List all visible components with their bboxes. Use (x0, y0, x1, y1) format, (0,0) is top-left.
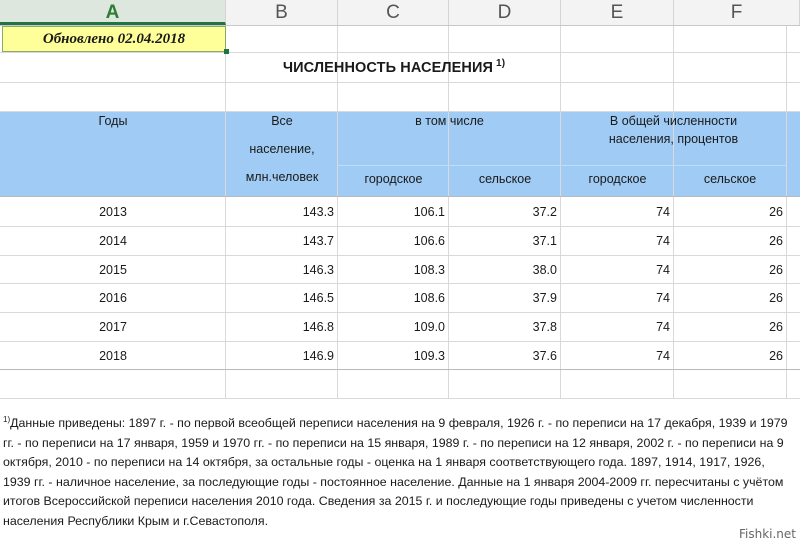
header-total-line2: население, (249, 142, 315, 156)
cell-total[interactable]: 146.5 (302, 291, 334, 305)
cell-rural[interactable]: 37.6 (532, 349, 557, 363)
cell-year[interactable]: 2015 (99, 263, 127, 277)
header-share-line1: В общей численности (609, 114, 738, 128)
title-text: ЧИСЛЕННОСТЬ НАСЕЛЕНИЯ (282, 59, 494, 76)
watermark: Fishki.net (738, 527, 796, 541)
page-title (226, 58, 562, 76)
cell-rural-pct[interactable]: 26 (769, 263, 783, 277)
footnote-text: Данные приведены: 1897 г. - по первой всеобщей переписи населения на 9 февраля, 1926 г. - по переписи на 17 декабря, 1939 и 1979 гг. - по переписи на 17 января, 1959 и 1970 гг. - по переписи на 15 января, 1989 г. - по переписи на 12 января, 2002 г. - по переписи на 9 октября, 2010 - по переписи на 14 октября, за остальные годы - оценка на 1 января соответствующего года. 1897, 1914, 1917, 1926, 1939 гг. - наличное население, за последующие годы - постоянное население. Данные на 1 января 2004-2009 гг. пересчитаны с учётом итогов Всероссийской переписи населения 2010 года. Сведения за 2015 г. и последующие годы приведены с учетом численности населения Республики Крым и г.Севастополя. (3, 416, 788, 528)
column-header-c[interactable]: C (338, 0, 449, 25)
cell-urban[interactable]: 109.3 (413, 349, 445, 363)
cell-total[interactable]: 143.3 (302, 205, 334, 219)
header-rural: сельское (478, 172, 532, 186)
column-header-f[interactable]: F (674, 0, 800, 25)
cell-rural-pct[interactable]: 26 (769, 205, 783, 219)
grid-line (0, 82, 800, 83)
column-header-bar (0, 0, 800, 26)
header-share-line2: населения, процентов (608, 132, 739, 146)
header-total-line1: Все (271, 114, 293, 128)
column-header-d[interactable]: D (449, 0, 561, 25)
cell-year[interactable]: 2018 (99, 349, 127, 363)
footnote-mark: 1) (3, 415, 11, 424)
cell-rural[interactable]: 38.0 (532, 263, 557, 277)
cell-urban[interactable]: 106.6 (413, 234, 445, 248)
cell-urban-pct[interactable]: 74 (656, 291, 670, 305)
cell-year[interactable]: 2013 (99, 205, 127, 219)
cell-urban-pct[interactable]: 74 (656, 234, 670, 248)
footnote (3, 410, 793, 531)
title-footnote-mark: 1) (496, 58, 506, 69)
cell-urban[interactable]: 109.0 (413, 320, 445, 334)
cell-rural[interactable]: 37.8 (532, 320, 557, 334)
cell-total[interactable]: 143.7 (302, 234, 334, 248)
updated-date-cell[interactable]: Обновлено 02.04.2018 (2, 26, 226, 52)
cell-rural-pct[interactable]: 26 (769, 320, 783, 334)
cell-total[interactable]: 146.3 (302, 263, 334, 277)
cell-rural-pct[interactable]: 26 (769, 349, 783, 363)
cell-urban[interactable]: 108.6 (413, 291, 445, 305)
cell-urban-pct[interactable]: 74 (656, 349, 670, 363)
cell-rural-pct[interactable]: 26 (769, 291, 783, 305)
cell-urban[interactable]: 108.3 (413, 263, 445, 277)
cell-year[interactable]: 2017 (99, 320, 127, 334)
header-total-line3: млн.человек (245, 170, 319, 184)
grid-line (0, 52, 800, 53)
cell-urban[interactable]: 106.1 (413, 205, 445, 219)
cell-urban-pct[interactable]: 74 (656, 263, 670, 277)
cell-rural[interactable]: 37.9 (532, 291, 557, 305)
cell-total[interactable]: 146.9 (302, 349, 334, 363)
cell-rural[interactable]: 37.1 (532, 234, 557, 248)
header-urban: городское (364, 172, 423, 186)
cell-rural-pct[interactable]: 26 (769, 234, 783, 248)
header-urban-pct: городское (588, 172, 647, 186)
grid-line (0, 196, 800, 197)
cell-year[interactable]: 2014 (99, 234, 127, 248)
header-years: Годы (98, 114, 128, 128)
selection-fill-handle[interactable] (224, 49, 229, 54)
cell-rural[interactable]: 37.2 (532, 205, 557, 219)
header-including: в том числе (415, 114, 484, 128)
grid-line (0, 398, 800, 399)
cell-urban-pct[interactable]: 74 (656, 205, 670, 219)
cell-total[interactable]: 146.8 (302, 320, 334, 334)
header-rural-pct: сельское (703, 172, 757, 186)
cell-year[interactable]: 2016 (99, 291, 127, 305)
column-header-e[interactable]: E (561, 0, 674, 25)
column-header-a[interactable]: A (0, 0, 226, 25)
cell-urban-pct[interactable]: 74 (656, 320, 670, 334)
column-header-b[interactable]: B (226, 0, 338, 25)
